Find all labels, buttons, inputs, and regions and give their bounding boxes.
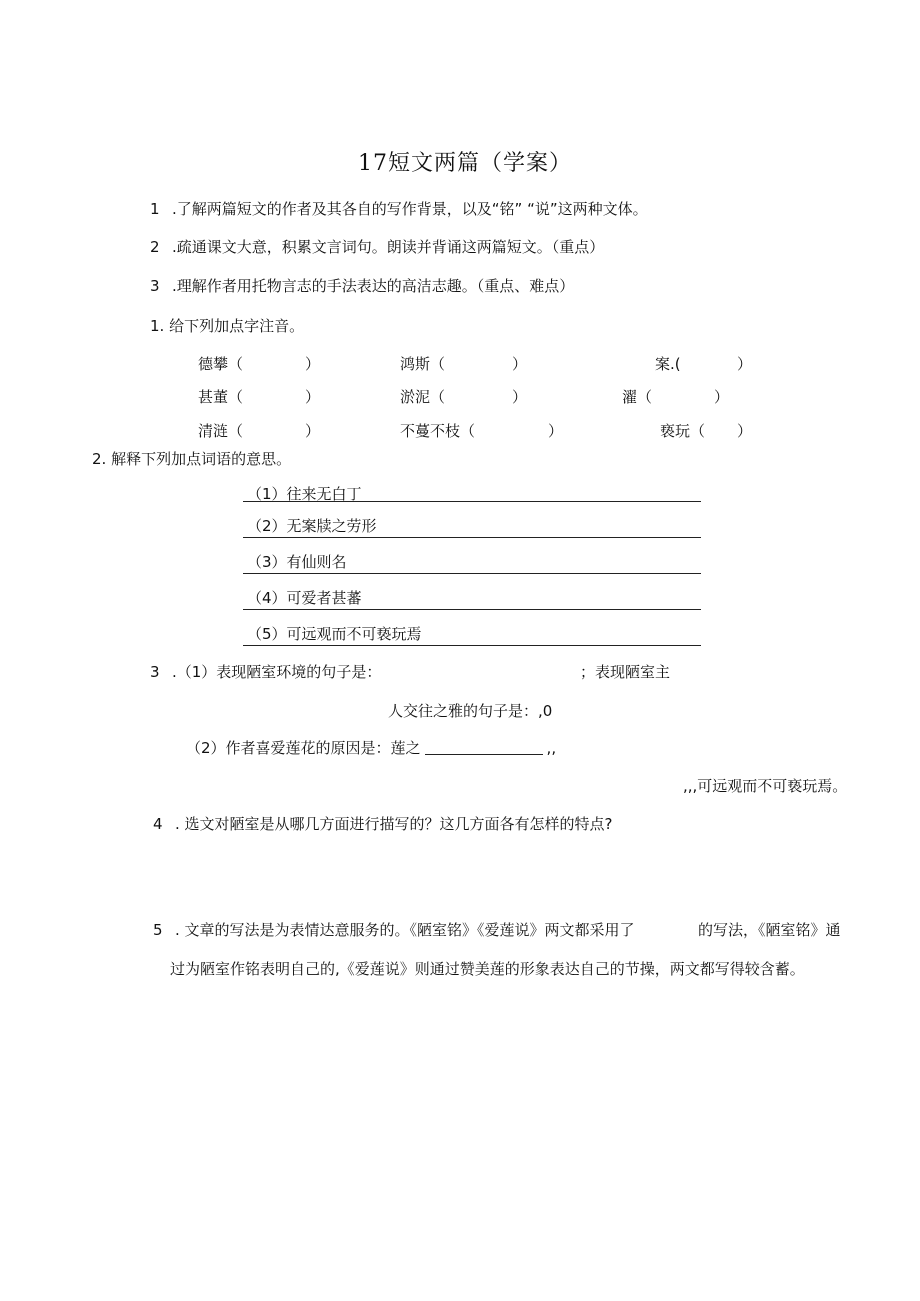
explain-item: （2）无案牍之劳形 (247, 517, 377, 535)
pinyin-close: ） (305, 355, 321, 373)
answer-line (243, 609, 701, 610)
q3-part1-a: .（1）表现陋室环境的句子是： (172, 663, 382, 681)
pinyin-close: ） (548, 422, 564, 440)
page-title: 17短文两篇（学案） (358, 151, 572, 176)
explain-item: （5）可远观而不可亵玩焉 (247, 625, 422, 643)
q5-line1-a: . 文章的写法是为表情达意服务的。《陋室铭》《爱莲说》两文都采用了 (175, 921, 635, 939)
question-2-prompt: 2. 解释下列加点词语的意思。 (92, 450, 292, 468)
pinyin-word: 德攀（ (198, 355, 244, 373)
pinyin-word: 案.( (655, 355, 681, 373)
objective-2 (150, 237, 604, 257)
question-4-text: . 选文对陋室是从哪几方面进行描写的？这几方面各有怎样的特点? (175, 815, 613, 833)
answer-line (243, 501, 701, 502)
q3-part1-b: ；表现陋室主 (580, 663, 671, 681)
objective-number: 1 (150, 200, 160, 218)
q3-part2-c: ,,,可远观而不可亵玩焉。 (683, 777, 848, 795)
q3-part1-c: 人交往之雅的句子是：,0 (388, 702, 553, 720)
answer-line (243, 573, 701, 574)
pinyin-word: 甚董（ (198, 388, 244, 406)
pinyin-word: 淤泥（ (400, 388, 446, 406)
q3-part2-b: ,, (546, 739, 557, 757)
explain-item: （4）可爱者甚蕃 (247, 589, 362, 607)
question-5-line-2: 过为陋室作铭表明自己的,《爱莲说》则通过赞美莲的形象表达自己的节操，两文都写得较含蓄。 (170, 960, 805, 978)
pinyin-word: 亵玩（ (660, 422, 706, 440)
pinyin-close: ） (512, 355, 528, 373)
explain-item: （3）有仙则名 (247, 553, 347, 571)
q3-part2-a: （2）作者喜爱莲花的原因是：莲之 (186, 739, 421, 757)
question-1-prompt: 1. 给下列加点字注音。 (150, 317, 305, 335)
q3-part2-line (186, 738, 556, 758)
answer-line (243, 645, 701, 646)
answer-line (243, 537, 701, 538)
pinyin-word: 清涟（ (198, 422, 244, 440)
objective-text: .疏通课文大意，积累文言词句。朗读并背诵这两篇短文。（重点） (172, 238, 605, 256)
pinyin-close: ） (305, 422, 321, 440)
objective-text: .理解作者用托物言志的手法表达的高洁志趣。（重点、难点） (172, 277, 575, 295)
objective-1 (150, 199, 648, 219)
question-5-line-1 (153, 920, 635, 940)
pinyin-close: ） (737, 355, 753, 373)
objective-number: 2 (150, 238, 160, 256)
objective-3 (150, 276, 574, 296)
question-number: 3 (150, 663, 160, 681)
question-3-line-1 (150, 662, 381, 682)
pinyin-word: 不蔓不枝（ (400, 422, 476, 440)
pinyin-word: 濯（ (622, 388, 653, 406)
pinyin-word: 鸿斯（ (400, 355, 446, 373)
question-number: 5 (153, 921, 163, 939)
question-4 (153, 814, 613, 834)
answer-blank (425, 740, 543, 755)
q5-line1-b: 的写法，《陋室铭》通 (698, 921, 841, 939)
question-number: 4 (153, 815, 163, 833)
objective-number: 3 (150, 277, 160, 295)
pinyin-close: ） (512, 388, 528, 406)
pinyin-close: ） (305, 388, 321, 406)
pinyin-close: ） (737, 422, 753, 440)
pinyin-close: ） (714, 388, 730, 406)
objective-text: .了解两篇短文的作者及其各自的写作背景，以及“铭” “说”这两种文体。 (172, 200, 648, 218)
explain-item: （1）往来无白丁 (247, 485, 362, 503)
